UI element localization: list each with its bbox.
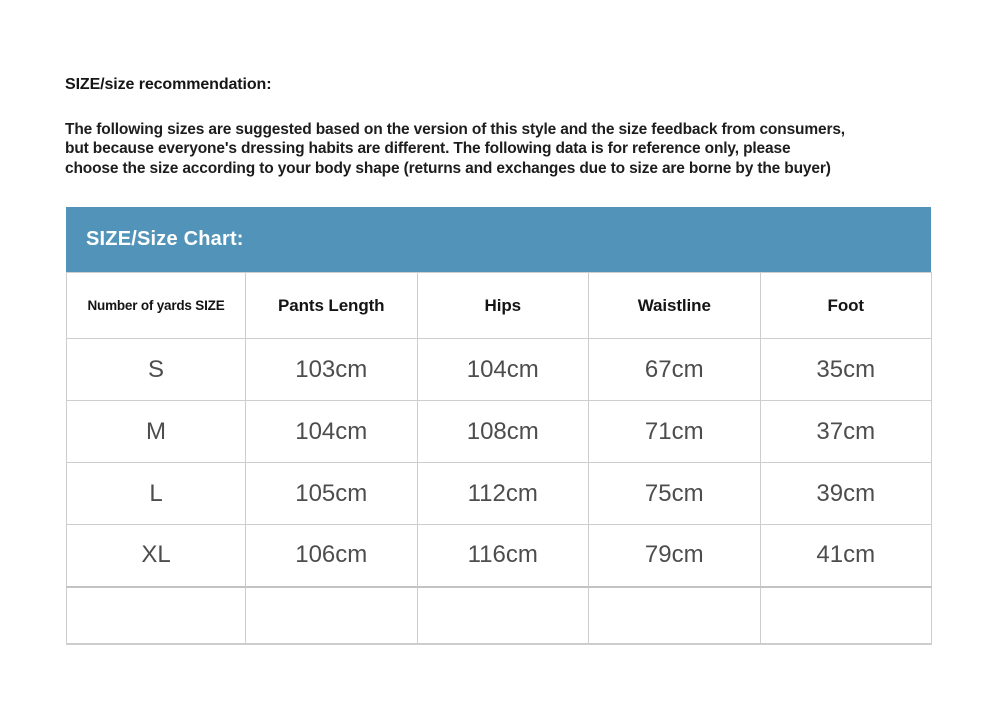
size-chart-table <box>66 272 932 645</box>
hips-cell: 108cm <box>417 401 589 463</box>
size-note-line-3: choose the size according to your body shape (returns and exchanges due to size are borne by the buyer) <box>65 159 831 177</box>
foot-cell: 39cm <box>760 463 932 525</box>
empty-cell <box>246 587 418 644</box>
size-cell: M <box>67 401 246 463</box>
pants-length-cell: 104cm <box>246 401 418 463</box>
foot-cell: 41cm <box>760 525 932 587</box>
empty-cell <box>417 587 589 644</box>
size-chart-title-bar <box>66 207 931 272</box>
size-cell: XL <box>67 525 246 587</box>
empty-cell <box>589 587 761 644</box>
column-header-waistline: Waistline <box>589 273 761 339</box>
table-row-empty <box>67 587 932 644</box>
foot-cell: 37cm <box>760 401 932 463</box>
waistline-cell: 79cm <box>589 525 761 587</box>
hips-cell: 104cm <box>417 339 589 401</box>
hips-cell: 116cm <box>417 525 589 587</box>
size-chart-section <box>66 207 931 645</box>
column-header-size: Number of yards SIZE <box>67 273 246 339</box>
foot-cell: 35cm <box>760 339 932 401</box>
table-row-m <box>67 401 932 463</box>
column-header-hips: Hips <box>417 273 589 339</box>
empty-cell <box>67 587 246 644</box>
page-title: SIZE/size recommendation: <box>65 76 272 93</box>
waistline-cell: 67cm <box>589 339 761 401</box>
empty-cell <box>760 587 932 644</box>
pants-length-cell: 105cm <box>246 463 418 525</box>
pants-length-cell: 106cm <box>246 525 418 587</box>
table-row-xl <box>67 525 932 587</box>
column-header-foot: Foot <box>760 273 932 339</box>
table-row-s <box>67 339 932 401</box>
hips-cell: 112cm <box>417 463 589 525</box>
table-row-l <box>67 463 932 525</box>
waistline-cell: 71cm <box>589 401 761 463</box>
size-note-line-2: but because everyone's dressing habits are different. The following data is for reference only, please <box>65 140 791 158</box>
table-header-row <box>67 273 932 339</box>
waistline-cell: 75cm <box>589 463 761 525</box>
size-cell: S <box>67 339 246 401</box>
size-note-line-1: The following sizes are suggested based on the version of this style and the size feedback from consumers, <box>65 121 845 138</box>
column-header-pants-length: Pants Length <box>246 273 418 339</box>
size-note <box>65 120 845 178</box>
pants-length-cell: 103cm <box>246 339 418 401</box>
size-chart-title: SIZE/Size Chart: <box>86 228 244 250</box>
size-cell: L <box>67 463 246 525</box>
